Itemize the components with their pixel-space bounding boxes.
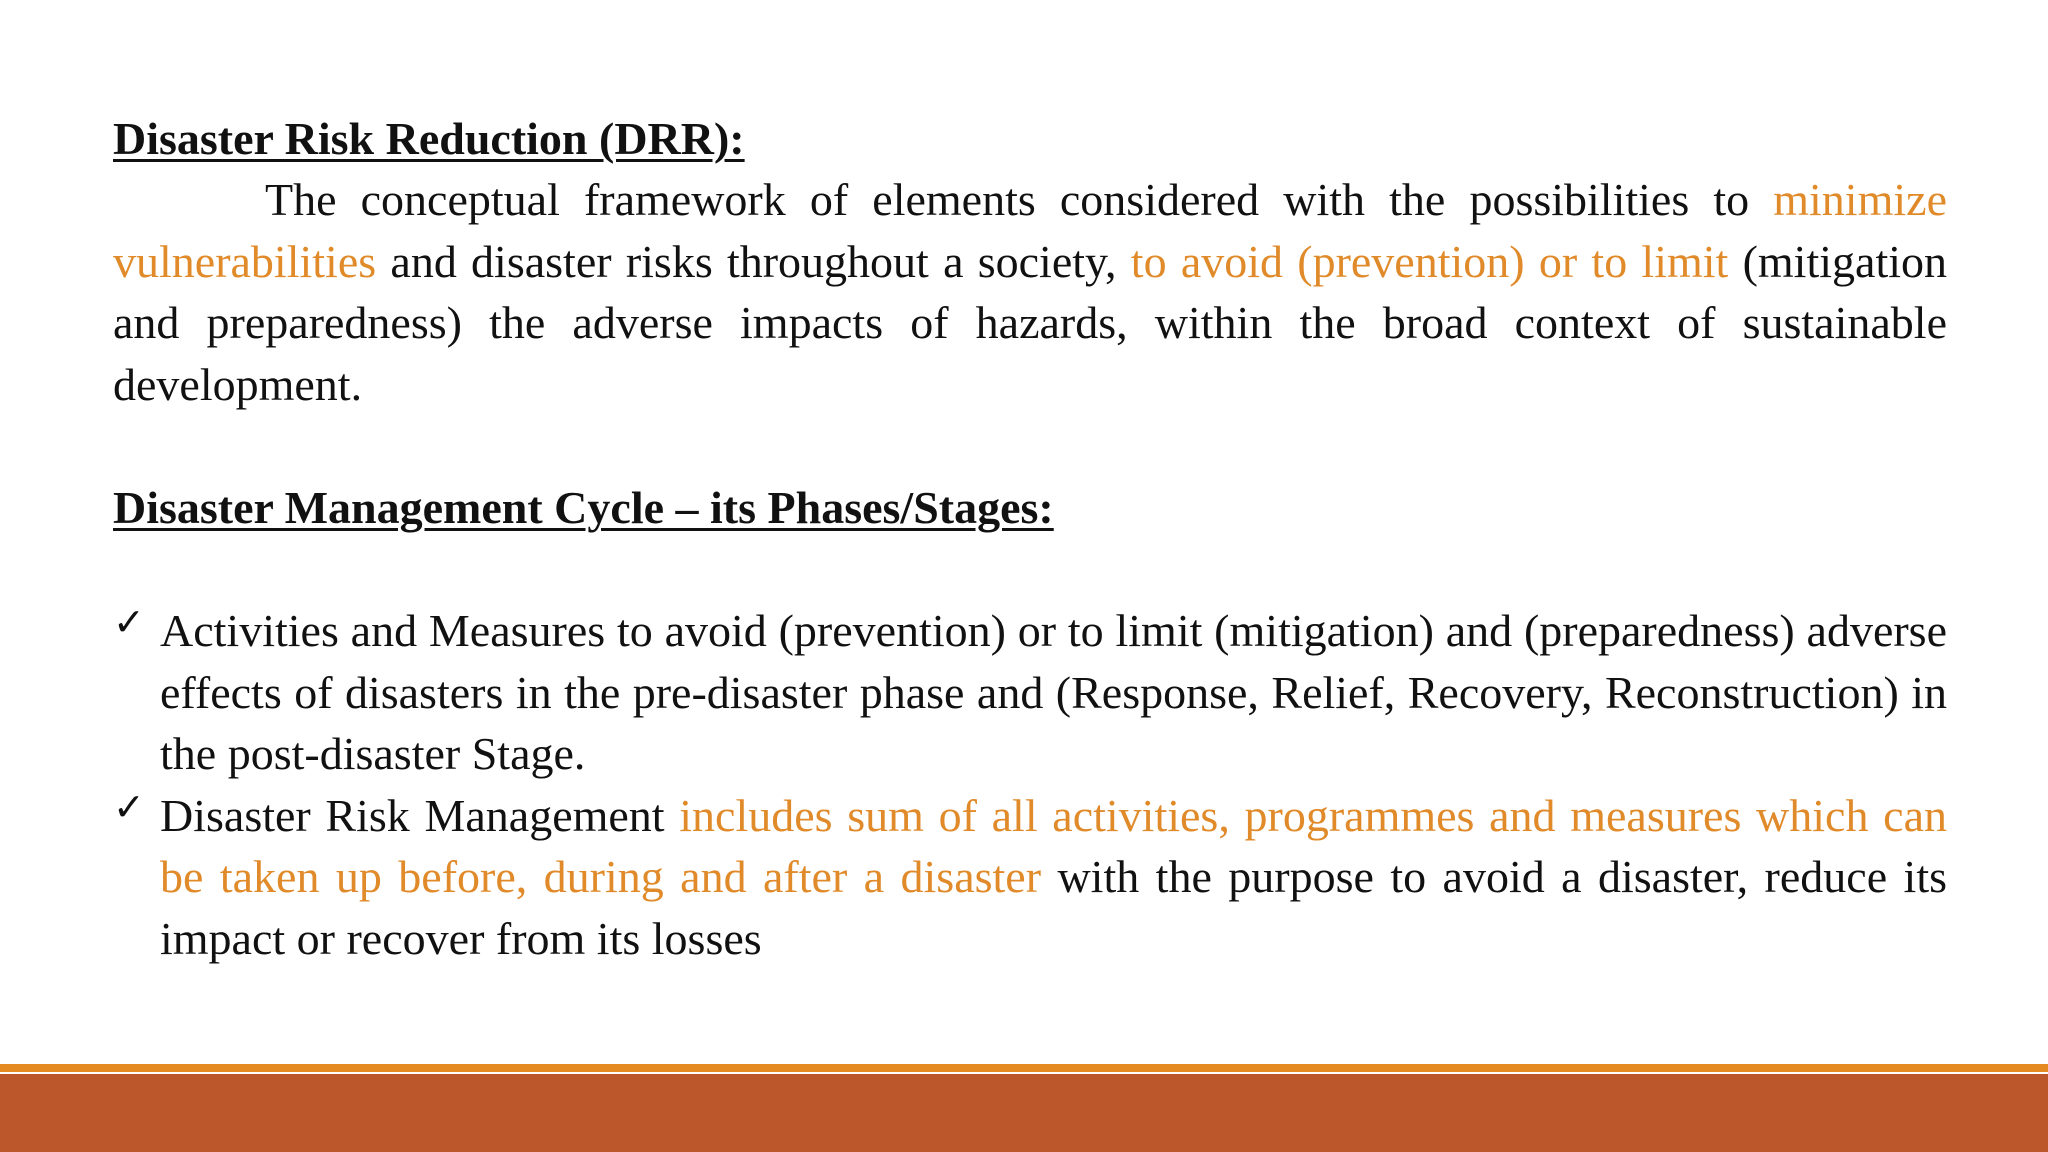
phases-checklist bbox=[113, 600, 1947, 969]
checklist-item bbox=[113, 600, 1947, 785]
highlighted-text: includes sum of all activities, programmes and measures which can be taken up before, during and after a disaster bbox=[160, 789, 1947, 902]
check-mark-icon: ✓ bbox=[113, 600, 145, 644]
check-mark-icon: ✓ bbox=[113, 784, 145, 829]
slide-content bbox=[113, 108, 1947, 969]
highlighted-text: minimize vulnerabilities bbox=[113, 174, 1947, 287]
body-text: with the purpose to avoid a disaster, reduce its impact or recover from its losses bbox=[160, 851, 1948, 964]
body-text: The conceptual framework of elements considered with the possibilities to bbox=[265, 174, 1774, 225]
body-text: Activities and Measures to avoid (prevention) or to limit (mitigation) and (preparedness) adverse effects of disasters in the pre-disaster phase and (Response, Relief, Recovery, Reconstruction) in the post-disaster Stage. bbox=[160, 605, 1947, 779]
drr-definition-paragraph bbox=[113, 169, 1947, 415]
highlighted-text: to avoid (prevention) or to limit bbox=[1130, 235, 1729, 287]
drr-heading: Disaster Risk Reduction (DRR): bbox=[113, 113, 745, 164]
dm-cycle-heading: Disaster Management Cycle – its Phases/Stages: bbox=[113, 482, 1054, 533]
body-text: Disaster Risk Management bbox=[160, 789, 680, 841]
body-text: and disaster risks throughout a society, bbox=[376, 235, 1131, 287]
footer-accent-line bbox=[0, 1064, 2048, 1072]
checklist-item bbox=[113, 785, 1947, 970]
footer-bar bbox=[0, 1074, 2048, 1152]
body-text: (mitigation and preparedness) the adverse impacts of hazards, within the broad context of sustainable development. bbox=[113, 235, 1948, 410]
